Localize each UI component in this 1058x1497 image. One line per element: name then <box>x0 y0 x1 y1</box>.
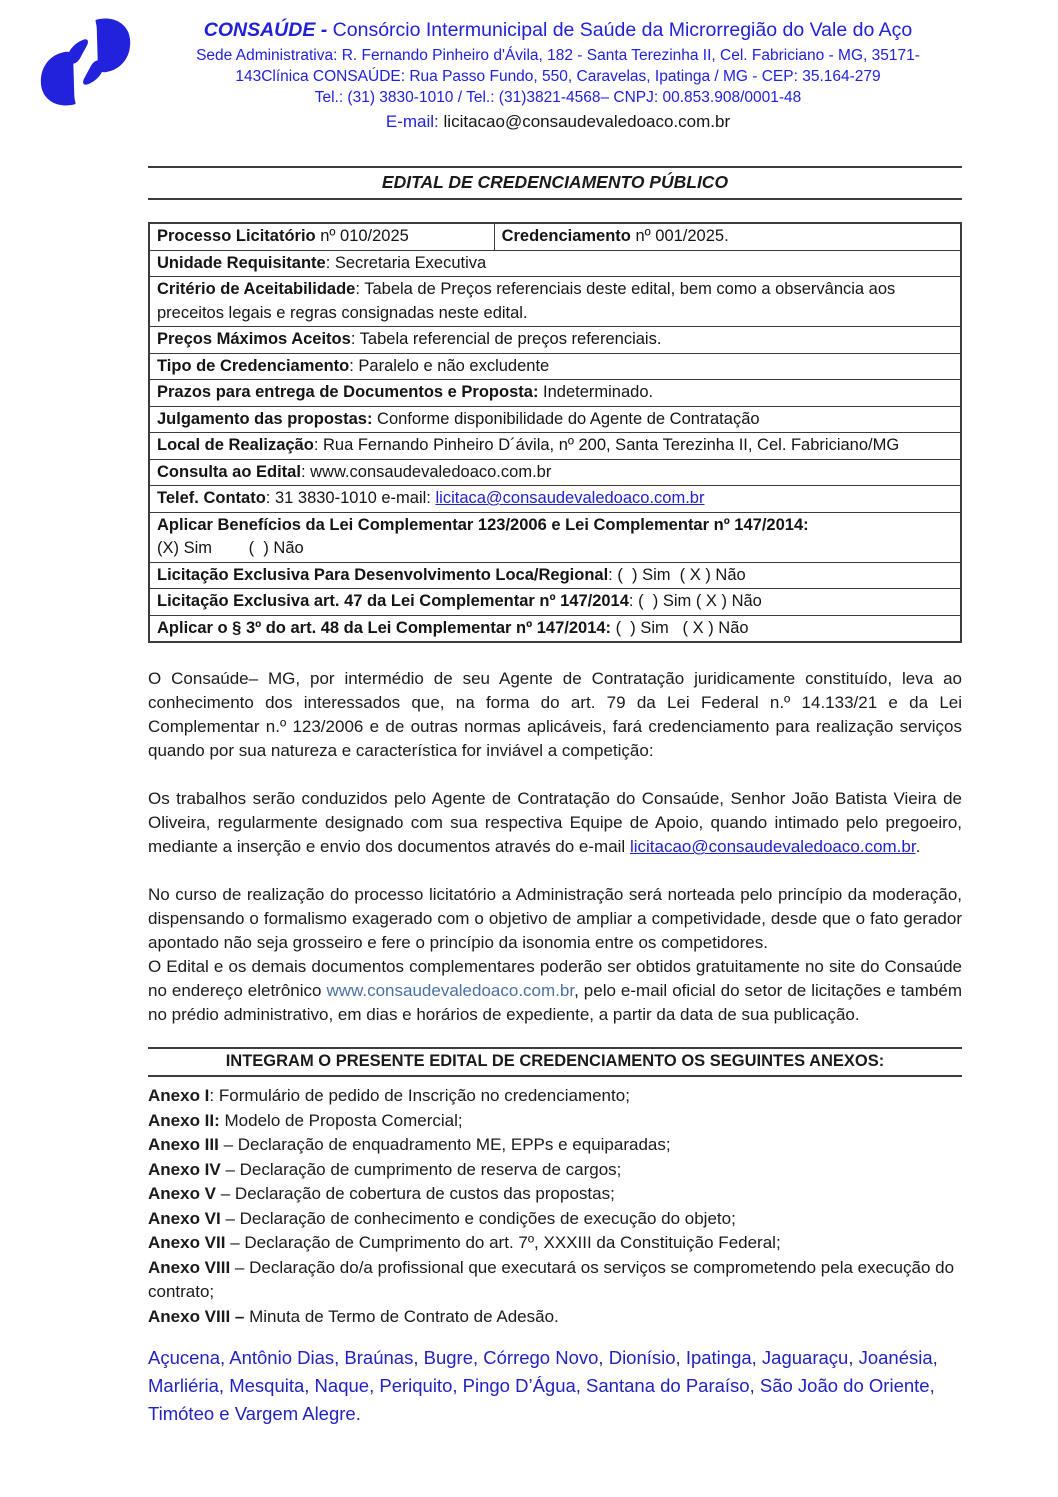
cell-credenciamento <box>494 223 961 250</box>
beneficios-label: Aplicar Benefícios da Lei Complementar 123/2006 e Lei Complementar nº 147/2014 <box>157 515 804 534</box>
licitacao-email-link-paragraph[interactable]: licitacao@consaudevaledoaco.com.br <box>629 837 916 856</box>
paragraph-edital-text: O Edital e os demais documentos complementares poderão ser obtidos gratuitamente no site do Consaúde no endereço eletrônico <box>148 957 962 1000</box>
tipo-label: Tipo de Credenciamento <box>157 356 350 375</box>
municipalities-footer: Açucena, Antônio Dias, Braúnas, Bugre, Córrego Novo, Dionísio, Ipatinga, Jaguaraçu, Joanésia, Marliéria, Mesquita, Naque, Periquito, Pingo D’Água, Santana do Paraíso, São João do Oriente, Timóteo e Vargem Alegre. <box>148 1347 938 1424</box>
anexo-item: Anexo VI – Declaração de conhecimento e condições de execução do objeto; <box>148 1208 736 1228</box>
row-consulta-edital <box>149 459 961 486</box>
paragraph-agente <box>148 787 962 859</box>
row-julgamento <box>149 406 961 433</box>
anexos-list <box>148 1084 962 1329</box>
precos-label: Preços Máximos Aceitos <box>157 330 351 348</box>
processo-value: nº 010/2025 <box>315 227 409 245</box>
criterio-label: Critério de Aceitabilidade <box>157 280 356 298</box>
prazos-value: Indeterminado. <box>538 383 654 401</box>
paragraph-edital-rest: , pelo e-mail oficial do setor de licitações e também no prédio administrativo, em dias e horários de expediente, a partir da data de sua publicação. <box>148 981 962 1024</box>
row-prazos-entrega <box>149 380 961 407</box>
licitacao-email-link[interactable]: licitaca@consaudevaledoaco.com.br <box>435 489 705 507</box>
document-body <box>148 166 962 1428</box>
row-tipo-credenciamento <box>149 353 961 380</box>
org-name <box>172 18 944 42</box>
row-precos-maximos <box>149 327 961 354</box>
local-value: : Rua Fernando Pinheiro D´ávila, nº 200, Santa Terezinha II, Cel. Fabriciano/MG <box>313 436 900 454</box>
exclusiva-art47-label: Licitação Exclusiva art. 47 da Lei Complementar nº 147/2014 <box>157 592 629 610</box>
row-processo-credenciamento <box>149 223 961 250</box>
paragraph-principios <box>148 883 962 1027</box>
header-address-line-2: 143Clínica CONSAÚDE: Rua Passo Fundo, 550, Caravelas, Ipatinga / MG - CEP: 35.164-279 <box>235 68 881 85</box>
credenciamento-label: Credenciamento <box>501 227 631 245</box>
consulta-label: Consulta ao Edital <box>157 462 301 481</box>
header-email-value: licitacao@consaudevaledoaco.com.br <box>438 112 731 131</box>
anexo-item: Anexo III – Declaração de enquadramento ME, EPPs e equiparadas; <box>148 1135 671 1154</box>
paragraph-agente-text: Os trabalhos serão conduzidos pelo Agente de Contratação do Consaúde, Senhor João Batista Vieira de Oliveira, regularmente designado com sua respectiva Equipe de Apoio, quando intimado pelo pregoeiro, mediante a inserção e envio dos documentos através do e-mail <box>148 789 962 856</box>
consaude-site-link[interactable]: www.consaudevaledoaco.com.br <box>326 981 575 1000</box>
anexo-item: Anexo II: Modelo de Proposta Comercial; <box>148 1110 463 1130</box>
criterio-value: : Tabela de Preços referenciais deste edital, bem como a observância aos preceitos legais e regras consignadas neste edital. <box>157 280 900 322</box>
precos-value: : Tabela referencial de preços referenciais. <box>350 330 662 348</box>
telefone-label: Telef. Contato <box>157 489 266 507</box>
julgamento-label: Julgamento das propostas: <box>157 409 373 428</box>
processo-label: Processo Licitatório <box>157 227 316 245</box>
paragraph-moderacao: No curso de realização do processo licitatório a Administração será norteada pelo princípio da moderação, dispensando o formalismo exagerado com o objetivo de ampliar a competividade, desde que o fato gerador apontado não seja grosseiro e fere o princípio da isonomia entre os competidores. <box>148 885 962 952</box>
paragraph-edital-obtencao <box>148 955 962 1027</box>
row-criterio-aceitabilidade <box>149 277 961 327</box>
paragraph-agente-period: . <box>915 837 921 856</box>
row-local-realizacao <box>149 433 961 460</box>
julgamento-value: Conforme disponibilidade do Agente de Contratação <box>372 409 760 428</box>
row-telefone-contato <box>149 486 961 513</box>
anexo-item: Anexo V – Declaração de cobertura de custos das propostas; <box>148 1184 615 1203</box>
row-unidade-requisitante <box>149 250 961 277</box>
exclusiva-local-value: : ( ) Sim ( X ) Não <box>608 565 746 584</box>
anexo-item: Anexo VIII – Declaração do/a profissional que executará os serviços se comprometendo pela execução do contrato; <box>148 1257 959 1301</box>
letterhead-text <box>172 12 944 133</box>
org-name-bold: CONSAÚDE - <box>203 19 328 41</box>
consaude-logo-icon <box>38 12 138 133</box>
cell-processo <box>149 223 494 250</box>
row-licitacao-exclusiva-art47 <box>149 589 961 616</box>
letterhead <box>0 0 1058 133</box>
exclusiva-local-label: Licitação Exclusiva Para Desenvolvimento Loca/Regional <box>157 565 609 584</box>
row-licitacao-exclusiva-local <box>149 562 961 589</box>
document-title: EDITAL DE CREDENCIAMENTO PÚBLICO <box>148 166 962 200</box>
unidade-value: : Secretaria Executiva <box>325 253 487 272</box>
org-name-rest: Consórcio Intermunicipal de Saúde da Microrregião do Vale do Aço <box>327 19 913 41</box>
art48-label: Aplicar o § 3º do art. 48 da Lei Complementar nº 147/2014: <box>157 618 612 637</box>
email-label: E-mail: <box>385 112 439 131</box>
header-phone-line: Tel.: (31) 3830-1010 / Tel.: (31)3821-4568– CNPJ: 00.853.908/0001-48 <box>314 89 802 106</box>
anexo-item: Anexo IV – Declaração de cumprimento de reserva de cargos; <box>148 1159 622 1179</box>
tipo-value: : Paralelo e não excludente <box>349 356 550 375</box>
row-aplicar-beneficios <box>149 512 961 562</box>
anexo-item: Anexo VIII – Minuta de Termo de Contrato de Adesão. <box>148 1306 559 1326</box>
consulta-value: : www.consaudevaledoaco.com.br <box>300 462 552 481</box>
telefone-value: : 31 3830-1010 e-mail: <box>265 489 436 507</box>
beneficios-checkboxes: (X) Sim ( ) Não <box>157 539 304 557</box>
anexo-item: Anexo I: Formulário de pedido de Inscrição no credenciamento; <box>148 1086 630 1105</box>
local-label: Local de Realização <box>157 436 314 454</box>
unidade-label: Unidade Requisitante <box>157 253 326 272</box>
process-info-table <box>148 222 962 643</box>
prazos-label: Prazos para entrega de Documentos e Proposta: <box>157 383 539 401</box>
anexo-item: Anexo VII – Declaração de Cumprimento do art. 7º, XXXIII da Constituição Federal; <box>148 1233 781 1252</box>
row-aplicar-art48 <box>149 615 961 642</box>
credenciamento-value: nº 001/2025. <box>630 227 729 245</box>
art48-value: ( ) Sim ( X ) Não <box>611 618 749 637</box>
header-email-line <box>172 110 944 133</box>
exclusiva-art47-value: : ( ) Sim ( X ) Não <box>628 592 762 610</box>
header-address-line-1: Sede Administrativa: R. Fernando Pinheiro d'Ávila, 182 - Santa Terezinha II, Cel. Fabriciano - MG, 35171- <box>196 47 920 64</box>
paragraph-intro: O Consaúde– MG, por intermédio de seu Agente de Contratação juridicamente constituído, leva ao conhecimento dos interessados que, na forma do art. 79 da Lei Federal n.º 14.133/21 e da Lei Complementar n.º 123/2006 e de outras normas aplicáveis, fará credenciamento para realização serviços quando por sua natureza e característica for inviável a competição: <box>148 669 962 760</box>
beneficios-colon: : <box>803 515 809 534</box>
anexos-heading: INTEGRAM O PRESENTE EDITAL DE CREDENCIAMENTO OS SEGUINTES ANEXOS: <box>148 1047 962 1077</box>
